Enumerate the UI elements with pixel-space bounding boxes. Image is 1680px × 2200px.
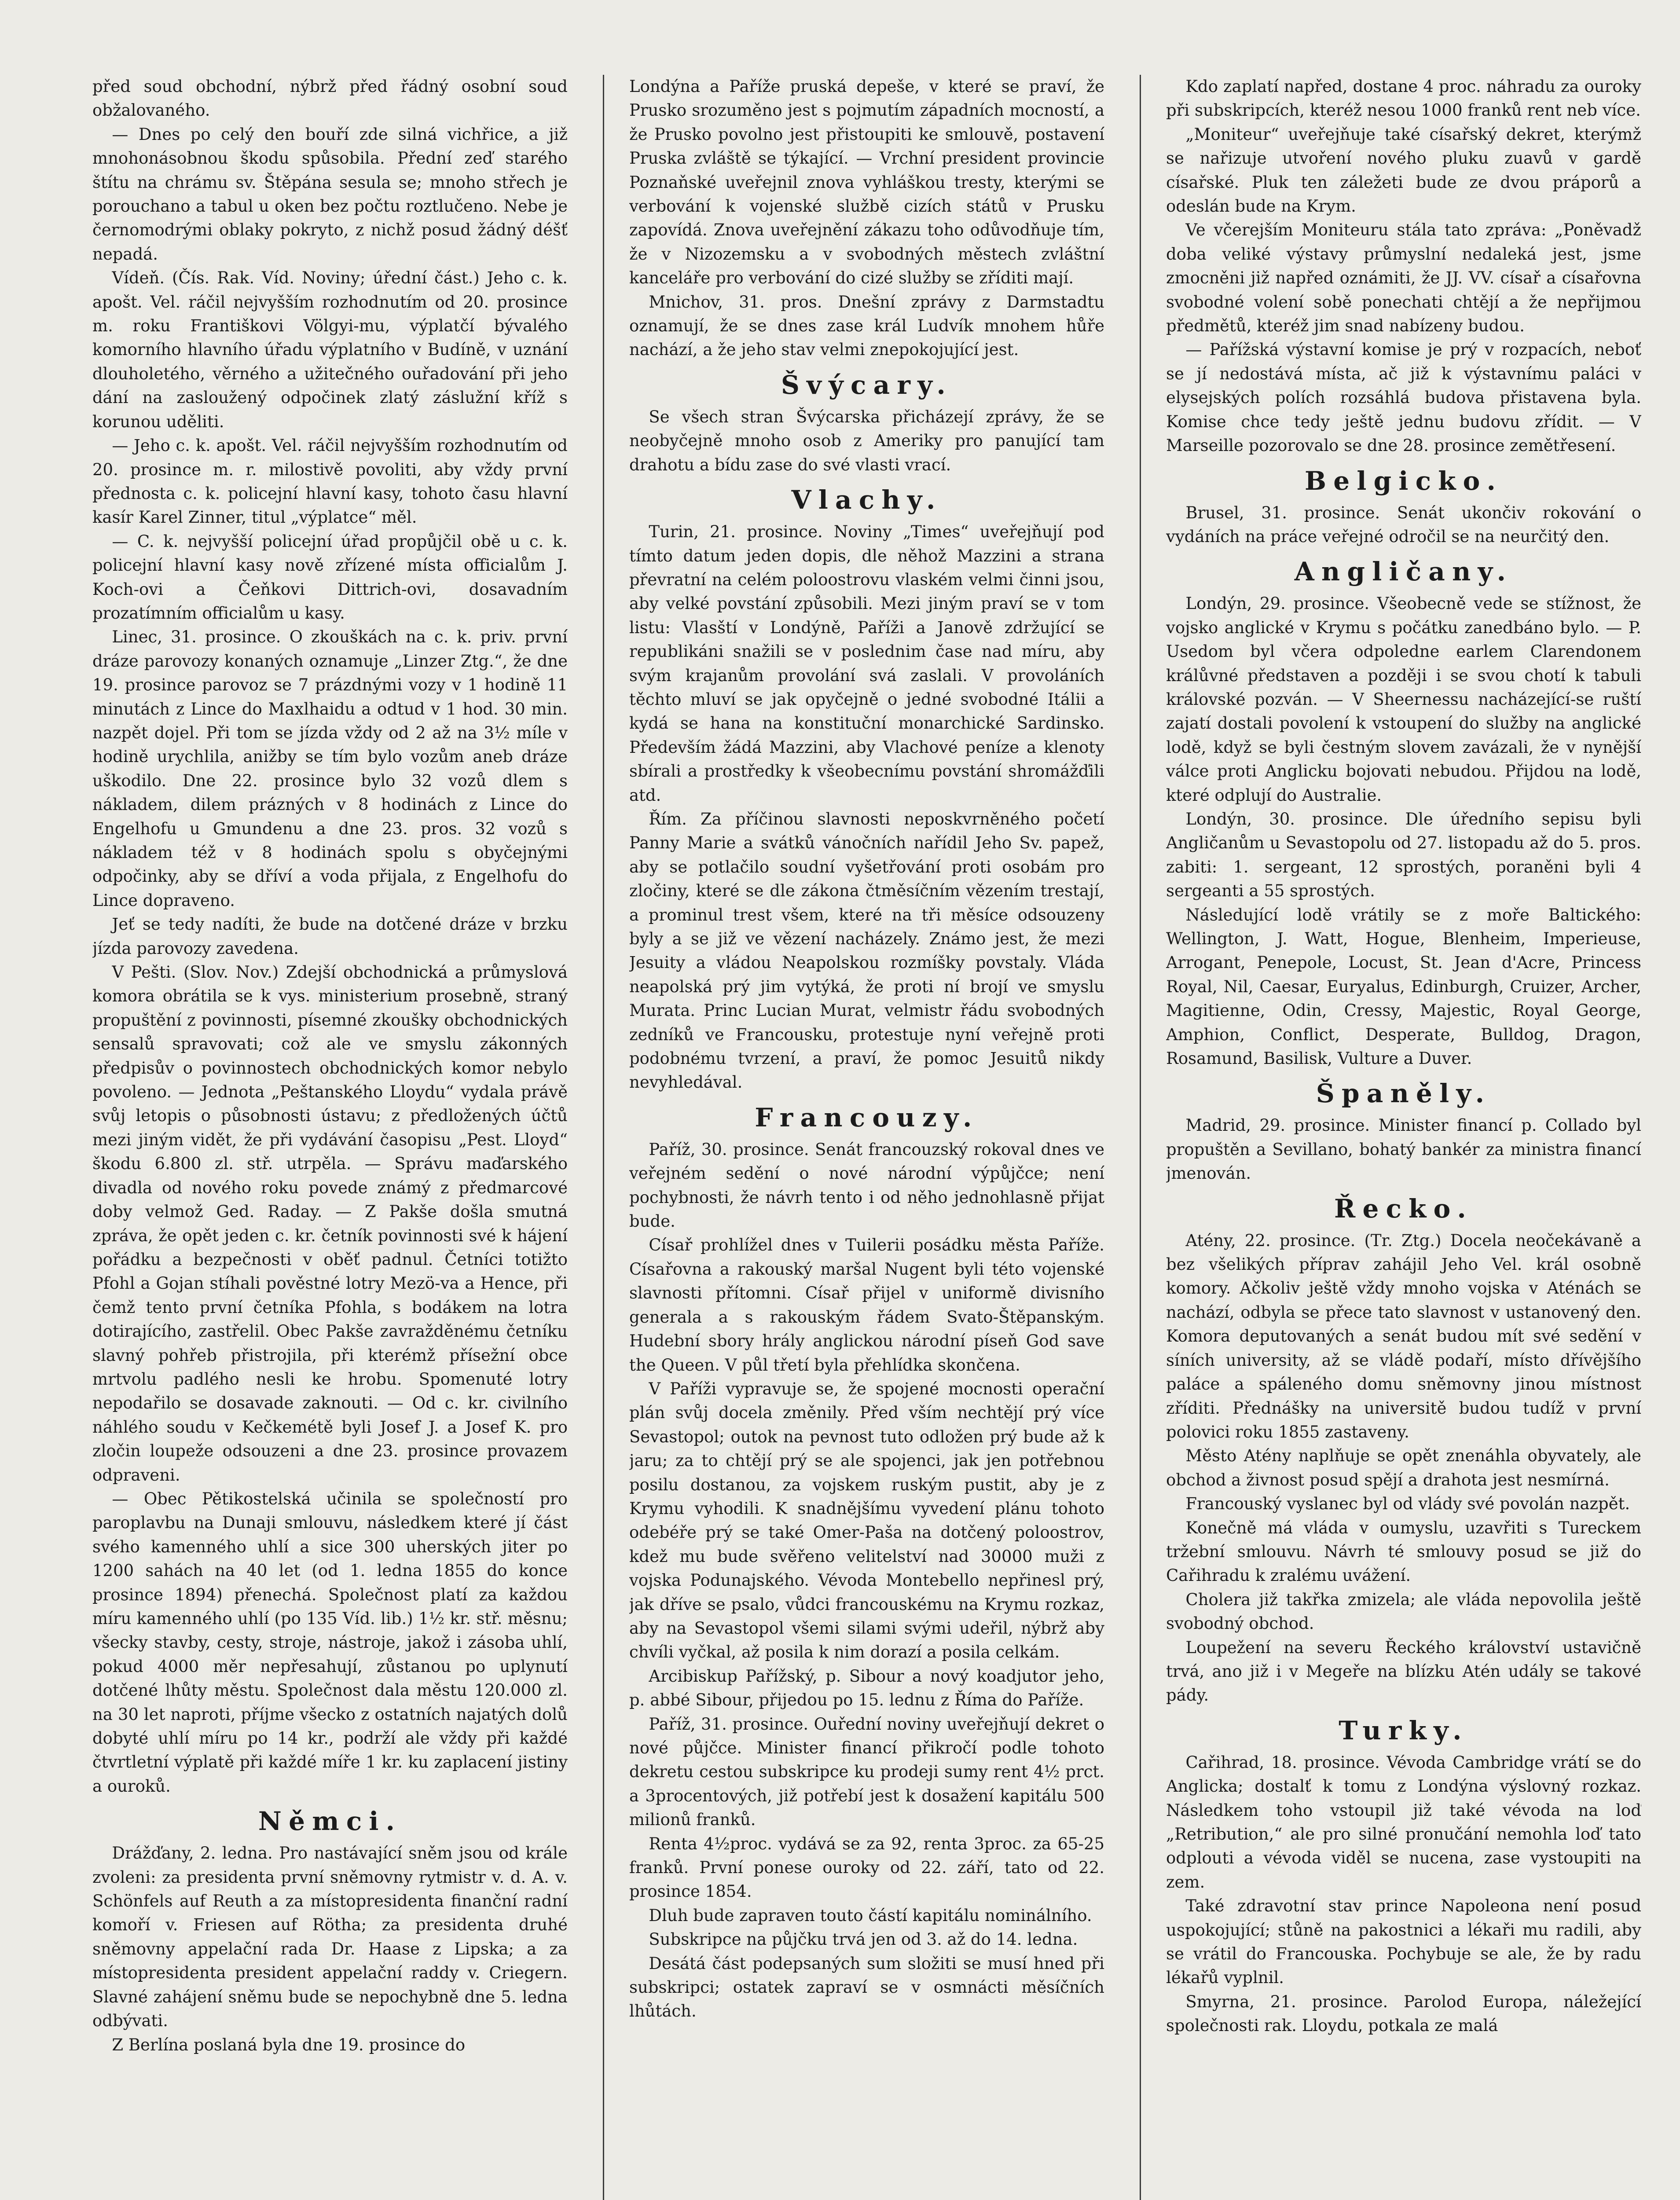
section-heading-svycary: Švýcary. <box>781 370 953 400</box>
paragraph: před soud obchodní, nýbrž před řádný osobní soud obžalovaného. <box>92 77 568 120</box>
paragraph: Vídeň. (Čís. Rak. Víd. Noviny; úřední část.) Jeho c. k. apošt. Vel. ráčil nejvyšším rozhodnutím od 20. prosince m. roku Františkovi Völgyi-mu, výplatčí bývalého komorního hlavního úřadu výplatního v Budíně, v uznání dlouholetého, věrného a užitečného ouřadování při jeho dání na zasloužený odpočinek zlatý záslužní kříž s korunou uděliti. <box>92 268 568 431</box>
paragraph: Linec, 31. prosince. O zkouškách na c. k. priv. první dráze parovozy konaných oznamuje „Linzer Ztg.“, že dne 19. prosince parovoz se 7 prázdnými vozy v 1 hodině 11 minutách z Lince do Maxlhaidu a odtud v 1 hod. 30 min. nazpět dojel. Při tom se jízda vždy od 2 až na 3½ míle v hodině urychlila, anižby se tím bylo vozům aneb dráze uškodilo. Dne 22. prosince bylo 32 vozů dlem s nákladem, dilem prázných v 8 hodinách z Lince do Engelhofu u Gmundenu a dne 23. pros. 32 vozů s nákladem též v 8 hodinách spolu s obyčejnými odpočinky, aby se dříví a voda přijala, z Engelhofu do Lince dopraveno. <box>92 627 568 910</box>
paragraph: Řím. Za příčinou slavnosti neposkvrněného početí Panny Marie a svátků vánočních nařídil Jeho Sv. papež, aby se potlačilo soudní vyšetřování proti osobám pro zločiny, které se dle zákona čtměsíčním vězením trestají, a prominul trest všem, které na tři měsíce odsouzeny byly a se již ve vězení nacházely. Známo jest, že mezi Jesuity a vládou Neapolskou rozmíšky povstaly. Vláda neapolská prý jim vytýká, že proti ní brojí ve smyslu Murata. Princ Lucian Murat, velmistr řádu svobodných zedníků ve Francousku, protestuje nyní veřejně proti podobnému tvrzení, a praví, že pomoc Jesuitů nikdy nevyhledával. <box>629 809 1104 1092</box>
section-heading-vlachy: Vlachy. <box>791 485 943 515</box>
paragraph: Brusel, 31. prosince. Senát ukončiv rokování o vydáních na práce veřejné odročil se na neurčitý den. <box>1166 503 1641 546</box>
paragraph: — Jeho c. k. apošt. Vel. ráčil nejvyšším rozhodnutím od 20. prosince m. r. milostivě povoliti, aby vždy první přednosta c. k. policejní hlavní kasy, tohoto času hlavní kasír Karel Zinner, titul „výplatce“ měl. <box>92 436 568 527</box>
paragraph: Ve včerejším Moniteuru stála tato zpráva: „Poněvadž doba veliké výstavy průmyslní nedaleká jest, jsme zmocněni již napřed oznámiti, že JJ. VV. císař a císařovna svobodné volení sobě ponechati chtějí a že nepřijmou předmětů, kteréž jim snad nabízeny budou. <box>1166 220 1641 336</box>
column-rule-2 <box>1140 75 1141 2200</box>
paragraph: V Pešti. (Slov. Nov.) Zdejší obchodnická a průmyslová komora obrátila se k vys. ministerium prosebně, straný propuštění z povinnosti, písemné zkoušky obchodnických sensalů spravovati; což ale ve smyslu zákonných předpisův o povinnostech obchodnických komor nebylo povoleno. — Jednota „Peštanského Lloydu“ vydala právě svůj letopis o působnosti ústavu; z předložených účtů mezi jiným vidět, že při vydávání časopisu „Pest. Lloyd“ škodu 6.800 zl. stř. utrpěla. — Správu maďarského divadla od nového roku povede známý z předmarcové doby velmož Ged. Raday. — Z Pakše došla smutná zpráva, že opět jeden c. kr. četník povinnosti své k hájení pořádku a bezpečnosti v oběť padnul. Četníci totižto Pfohl a Gojan stíhali pověstné lotry Mezö-va a Hence, při čemž tento první četníka Pfohla, s bodákem na lotra dotirajícího, zastřelil. Obec Pakše zavražděnému četníku slavný pohřeb přistrojila, při kterémž přísežní obce mrtvolu padlého nesli ke hrobu. Spomenuté lotry nepodařilo se dosavade zaknouti. — Od c. kr. civilního náhlého soudu v Kečkemétě byli Josef J. a Josef K. pro zločin loupeže odsouzeni a dne 23. prosince provazem odpraveni. <box>92 963 568 1485</box>
paragraph: Drážďany, 2. ledna. Pro nastávající sněm jsou od krále zvoleni: za presidenta první sněmovny rytmistr v. d. A. v. Schönfels auf Reuth a za místopresidenta finanční radní komoří v. Friesen auf Rötha; za presidenta druhé sněmovny appelační rada Dr. Haase z Lipska; a za místopresidenta president appelační raddy v. Criegern. Slavné zahájení sněmu bude se nepochybně dne 5. ledna odbývati. <box>92 1844 568 2031</box>
paragraph: V Paříži vypravuje se, že spojené mocnosti operační plán svůj docela změnily. Před vším nechtějí prý více Sevastopol; outok na pevnost tuto odložen prý bude až k jaru; za to chtějí prý se ale spojenci, jak jen potřebnou posilu dostanou, za vojskem ruským pustit, aby je z Krymu vyhodili. K snadnějšímu vyvedení plánu tohoto odebéře prý se také Omer-Paša na dotčený poloostrov, kdež mu bude svěřeno velitelství nad 30000 muži z vojska Podunajského. Vévoda Montebello nepřinesl prý, jak dříve se psalo, vůdci francouskému na Krymu rozkaz, aby na Sevastopol všemi silami svými udeřil, nýbrž aby chvíli vyčkal, až posila k nim dorazí a posila celkám. <box>629 1379 1104 1662</box>
paragraph: Renta 4½proc. vydává se za 92, renta 3proc. za 65-25 franků. První ponese ouroky od 22. září, tato od 22. prosince 1854. <box>629 1834 1104 1901</box>
column-3 <box>1166 75 1641 2200</box>
paragraph: Londýn, 29. prosince. Všeobecně vede se stížnost, že vojsko anglické v Krymu s počátku zanedbáno bylo. — P. Usedom byl včera odpoledne earlem Clarendonem králůvné představen a později i se svou chotí k tabuli královské pozván. — V Sheernessu nacházející-se ruští zajatí dostali povolení k vstoupení do služby na anglické lodě, když se byli čestným slovem zavázali, že v nynější válce proti Anglicku bojovati nebudou. Přijdou na lodě, které odplují do Australie. <box>1166 594 1641 805</box>
paragraph: Město Atény naplňuje se opět znenáhla obyvately, ale obchod a živnost posud spějí a drahota jest nesmírná. <box>1166 1446 1641 1489</box>
paragraph: Paříž, 31. prosince. Ouřední noviny uveřejňují dekret o nové půjčce. Minister financí přikročí podle tohoto dekretu cestou subskripce ku prodeji sumy rent 4½ prct. a 3procentových, již potřebí jest k dosažení kapitálu 500 milionů franků. <box>629 1714 1104 1830</box>
paragraph: — Pařížská výstavní komise je prý v rozpacích, neboť se jí nedostává místa, ač již k výstavnímu paláci v elysejských polích rozsáhlá budova přistavena byla. Komise chce tedy ještě jednu budovu zřídit. — V Marseille pozorovalo se dne 28. prosince zemětřesení. <box>1166 340 1641 455</box>
paragraph: Dluh bude zapraven touto částí kapitálu nominálního. <box>649 1906 1092 1925</box>
paragraph: Mnichov, 31. pros. Dnešní zprávy z Darmstadtu oznamují, že se dnes zase král Ludvík mnohem hůře nachází, a že jeho stav velmi znepokojující jest. <box>629 292 1104 359</box>
paragraph: Smyrna, 21. prosince. Parolod Europa, náležející společnosti rak. Lloydu, potkala ze malá <box>1166 1992 1641 2035</box>
column-2 <box>629 75 1104 2200</box>
paragraph: „Moniteur“ uveřejňuje také císařský dekret, kterýmž se nařizuje utvoření nového pluku zuavů v gardě císařské. Pluk ten záležeti bude ze dvou práporů a odeslán bude na Krym. <box>1166 125 1641 216</box>
paragraph: Arcibiskup Pařížský, p. Sibour a nový koadjutor jeho, p. abbé Sibour, přijedou po 15. lednu z Říma do Paříže. <box>629 1666 1104 1710</box>
paragraph: Jeť se tedy nadíti, že bude na dotčené dráze v brzku jízda parovozy zavedena. <box>92 915 568 958</box>
section-heading-anglicany: Angličany. <box>1294 557 1513 587</box>
section-heading-belgicko: Belgicko. <box>1304 466 1503 496</box>
section-heading-recko: Řecko. <box>1334 1193 1473 1224</box>
paragraph: Také zdravotní stav prince Napoleona není posud uspokojující; stůně na pakostnici a lékaři mu radili, aby se vrátil do Francouska. Pochybuje se ale, že by radu lékařů vyplnil. <box>1166 1896 1641 1987</box>
paragraph: — C. k. nejvyšší policejní úřad propůjčil obě u c. k. policejní hlavní kasy nově zřízené místa officialům J. Koch-ovi a Čeňkovi Dittrich-ovi, dosavadním prozatímním officialům u kasy. <box>92 532 568 623</box>
paragraph: Desátá část podepsaných sum složiti se musí hned při subskripci; ostatek zapraví se v osmnácti měsíčních lhůtách. <box>629 1954 1104 2021</box>
paragraph: Francouský vyslanec byl od vlády své povolán nazpět. <box>1185 1494 1630 1514</box>
paragraph: Z Berlína poslaná byla dne 19. prosince do <box>112 2035 466 2054</box>
paragraph: Londýna a Paříže pruská depeše, v které se praví, že Prusko srozuměno jest s pojmutím západních mocností, a že Prusko povolno jest přistoupiti ke smlouvě, postavení Pruska zvláště se týkající. — Vrchní president provincie Poznaňské uveřejnil znova vyhláškou tresty, kterými se verbování k vojenské službě cizích států v Prusku zapovídá. Znova uveřejnění zákazu toho odůvodňuje tím, že v Nizozemsku a v svobodných městech zvláštní kanceláře pro verbování do cizé služby se zříditi mají. <box>629 77 1104 288</box>
paragraph: Subskripce na půjčku trvá jen od 3. až do 14. ledna. <box>649 1930 1078 1949</box>
column-rule-1 <box>603 75 604 2200</box>
paragraph: Následující lodě vrátily se z moře Baltického: Wellington, J. Watt, Hogue, Blenheim, Imperieuse, Arrogant, Penepole, Locust, St. Jean d'Acre, Princess Royal, Nil, Caesar, Euryalus, Edinburgh, Cruizer, Archer, Magitienne, Odin, Cressy, Majestic, Royal George, Amphion, Conflict, Desperate, Bulldog, Dragon, Rosamund, Basilisk, Vulture a Duver. <box>1166 905 1641 1068</box>
paragraph: Cholera již takřka zmizela; ale vláda nepovolila ještě svobodný obchod. <box>1166 1590 1641 1633</box>
paragraph: — Dnes po celý den bouří zde silná vichřice, a již mnohonásobnou škodu spůsobila. Přední zeď starého štítu na chrámu sv. Štěpána sesula se; mnoho střech je porouchano a tabul u oken bez počtu roztlučeno. Nebe je černomodrými oblaky pokryto, z nichž posud žádný déšť nepadá. <box>92 125 568 264</box>
paragraph: Atény, 22. prosince. (Tr. Ztg.) Docela neočekávaně a bez všelikých příprav zahájil Jeho Vel. král osobně komory. Ačkoliv ještě vždy mnoho vojska v Aténách se nachází, odbyla se přece tato slavnost v ustanovený den. Komora deputovaných a senát budou mít své sedění v síních university, až se vládě podaří, místo dřívějšího paláce a spáleného domu sněmovny jinou místnost zříditi. Přednášky na universitě budou tudíž v první polovici roku 1855 zastaveny. <box>1166 1231 1641 1441</box>
paragraph: Se všech stran Švýcarska přicházejí zprávy, že se neobyčejně mnoho osob z Ameriky pro panující tam drahotu a bídu zase do své vlasti vrací. <box>629 407 1104 474</box>
paragraph: Turin, 21. prosince. Noviny „Times“ uveřejňují pod tímto datum jeden dopis, dle něhož Mazzini a strana převratní na celém poloostrovu vlaském velmi činni jsou, aby velké povstání způsobili. Mezi jiným praví se v tom listu: Vlasští v Londýně, Paříži a Janově zdržující se republikáni snažili se v poslednim čase nad míru, aby svým krajanům provolání svá zaslali. V provoláních těchto mluví se jak opyčejně o jedné svobodné Itálii a kydá se hana na konstituční monarchické Sardinsko. Především žádá Mazzini, aby Vlachové peníze a klenoty sbírali a prostředky k všeobecnímu povstání shromážďili atd. <box>629 522 1104 805</box>
paragraph: Císař prohlížel dnes v Tuilerii posádku města Paříže. Císařovna a rakouský maršal Nugent byli této vojenské slavnosti přítomni. Císař přijel v uniformě divisního generala a s rakouským řádem Svato-Štěpanským. Hudební sbory hrály anglickou národní píseň God save the Queen. V půl třetí byla přehlídka skončena. <box>629 1236 1104 1375</box>
paragraph: — Obec Pětikostelská učinila se společností pro paroplavbu na Dunaji smlouvu, následkem které jí část svého kamenného uhlí a sice 300 uherských jiter po 1200 sahách na 40 let (od 1. ledna 1855 do konce prosince 1894) přenechá. Společnost platí za každou míru kamenného uhlí (po 135 Víd. lib.) 1½ kr. stř. měsnu; všecky stavby, cesty, stroje, nástroje, jakož i zásoba uhlí, pokud 4000 měr nepřesahují, zůstanou po uplynutí dotčené lhůty městu. Společnost dala městu 120.000 zl. na 30 let naproti, příjme všecko z ostatních najatých dolů dobyté uhlí míru po 14 kr., podrží ale vždy při každé čtvrtletní výplatě při každé míře 1 kr. ku zaplacení jistiny a ouroků. <box>92 1489 568 1796</box>
paragraph: Madrid, 29. prosince. Minister financí p. Collado byl propuštěn a Sevillano, bohatý bankér za ministra financí jmenován. <box>1166 1116 1641 1183</box>
paragraph: Cařihrad, 18. prosince. Vévoda Cambridge vrátí se do Anglicka; dostalť k tomu z Londýna výslovný rozkaz. Následkem toho vstoupil již také vévoda na loď „Retribution,“ ale pro silné pronučání nemohla loď tato odplouti a vévoda viděl se nucena, zase vystoupiti na zem. <box>1166 1753 1641 1892</box>
paragraph: Loupežení na severu Řeckého království ustavičně trvá, ano již i v Megeře na blízku Atén udály se takové pády. <box>1166 1638 1641 1705</box>
section-heading-turky: Turky. <box>1339 1715 1469 1745</box>
paragraph: Londýn, 30. prosince. Dle úředního sepisu byli Angličanům u Sevastopolu od 27. listopadu až do 5. pros. zabiti: 1. sergeant, 12 sprostých, poraněni byli 4 sergeanti a 55 sprostých. <box>1166 809 1641 901</box>
paragraph: Paříž, 30. prosince. Senát francouzský rokoval dnes ve veřejném sedění o nové národní výpůjčce; není pochybnosti, že návrh tento i od něho jednohlasně přijat bude. <box>629 1140 1104 1231</box>
section-heading-nemci: Němci. <box>258 1806 402 1837</box>
column-1 <box>92 75 568 2200</box>
paragraph: Konečně má vláda v oumyslu, uzavřiti s Tureckem tržební smlouvu. Návrh té smlouvy posud se již do Cařihradu k zralému uvážení. <box>1166 1518 1641 1585</box>
newspaper-page <box>92 75 1641 2200</box>
section-heading-francouzy: Francouzy. <box>755 1102 979 1133</box>
section-heading-spanely: Španěly. <box>1316 1078 1492 1109</box>
paragraph: Kdo zaplatí napřed, dostane 4 proc. náhradu za ouroky při subskripcích, kteréž nesou 1000 franků rent neb více. <box>1166 77 1641 120</box>
